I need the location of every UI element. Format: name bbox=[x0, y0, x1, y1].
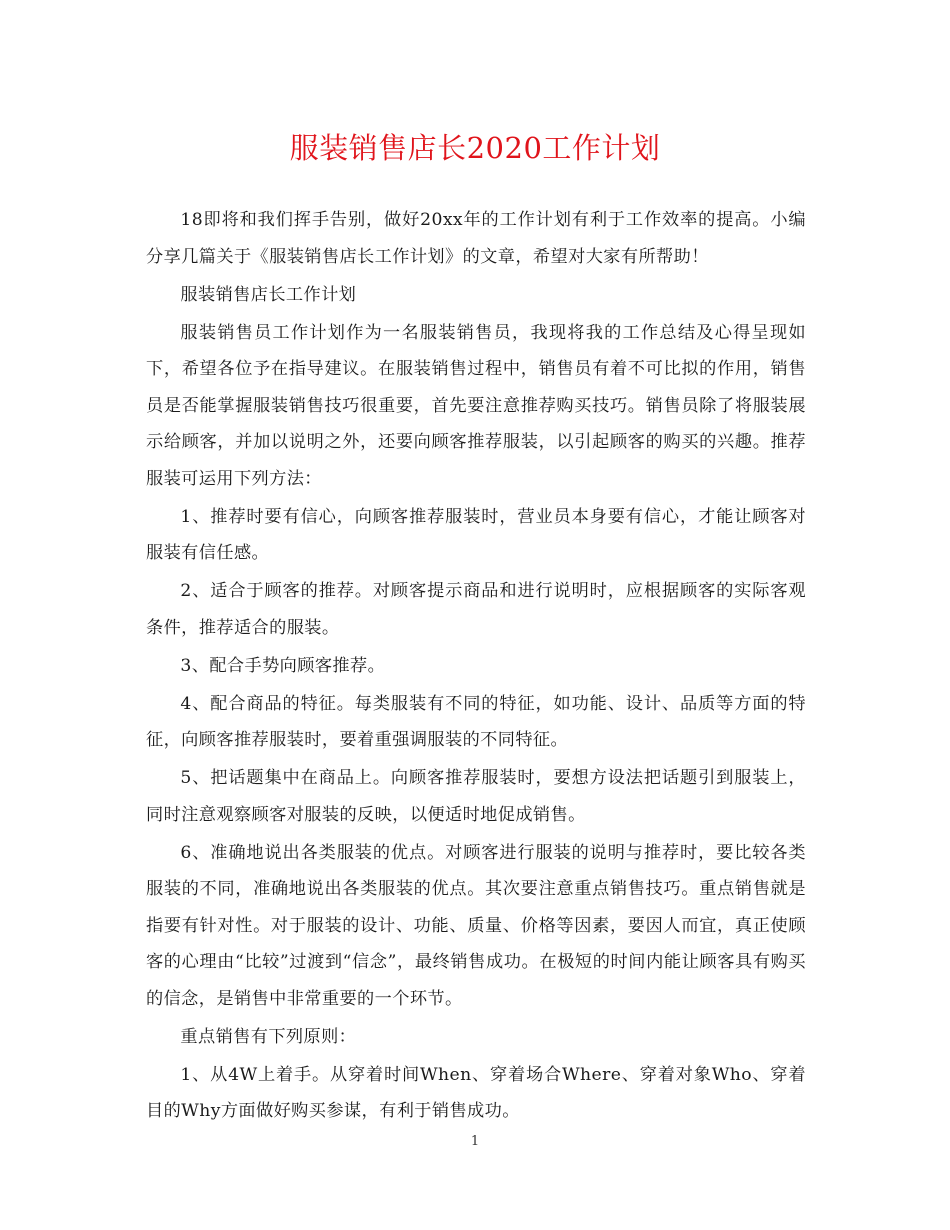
paragraph-principle-1: 1、从4W上着手。从穿着时间When、穿着场合Where、穿着对象Who、穿着目的Why方面做好购买参谋，有利于销售成功。 bbox=[146, 1064, 806, 1121]
paragraph-item-5: 5、把话题集中在商品上。向顾客推荐服装时，要想方设法把话题引到服装上，同时注意观察顾客对服装的反映，以便适时地促成销售。 bbox=[146, 768, 806, 825]
paragraph-subtitle: 服装销售店长工作计划 bbox=[180, 284, 357, 305]
paragraph-overview: 服装销售员工作计划作为一名服装销售员，我现将我的工作总结及心得呈现如下，希望各位予在指导建议。在服装销售过程中，销售员有着不可比拟的作用，销售员是否能掌握服装销售技巧很重要，首先要注意推荐购买技巧。销售员除了将服装展示给顾客，并加以说明之外，还要向顾客推荐服装，以引起顾客的购买的兴趣。推荐服装可运用下列方法： bbox=[146, 322, 806, 489]
document-title: 服装销售店长2020工作计划 bbox=[289, 131, 661, 165]
paragraph-item-3: 3、配合手势向顾客推荐。 bbox=[180, 655, 386, 676]
document-body bbox=[146, 202, 806, 1131]
paragraph-item-1: 1、推荐时要有信心，向顾客推荐服装时，营业员本身要有信心，才能让顾客对服装有信任感。 bbox=[146, 506, 806, 563]
paragraph-item-6: 6、准确地说出各类服装的优点。对顾客进行服装的说明与推荐时，要比较各类服装的不同，准确地说出各类服装的优点。其次要注意重点销售技巧。重点销售就是指要有针对性。对于服装的设计、功能、质量、价格等因素，要因人而宜，真正使顾客的心理由“比较”过渡到“信念”，最终销售成功。在极短的时间内能让顾客具有购买的信念，是销售中非常重要的一个环节。 bbox=[146, 842, 806, 1009]
paragraph-item-2: 2、适合于顾客的推荐。对顾客提示商品和进行说明时，应根据顾客的实际客观条件，推荐适合的服装。 bbox=[146, 581, 806, 638]
paragraph-principles-heading: 重点销售有下列原则： bbox=[180, 1026, 357, 1047]
page-number: 1 bbox=[470, 1134, 480, 1149]
paragraph-item-4: 4、配合商品的特征。每类服装有不同的特征，如功能、设计、品质等方面的特征，向顾客推荐服装时，要着重强调服装的不同特征。 bbox=[146, 693, 806, 750]
paragraph-intro: 18即将和我们挥手告别，做好20xx年的工作计划有利于工作效率的提高。小编分享几篇关于《服装销售店长工作计划》的文章，希望对大家有所帮助！ bbox=[146, 210, 806, 267]
